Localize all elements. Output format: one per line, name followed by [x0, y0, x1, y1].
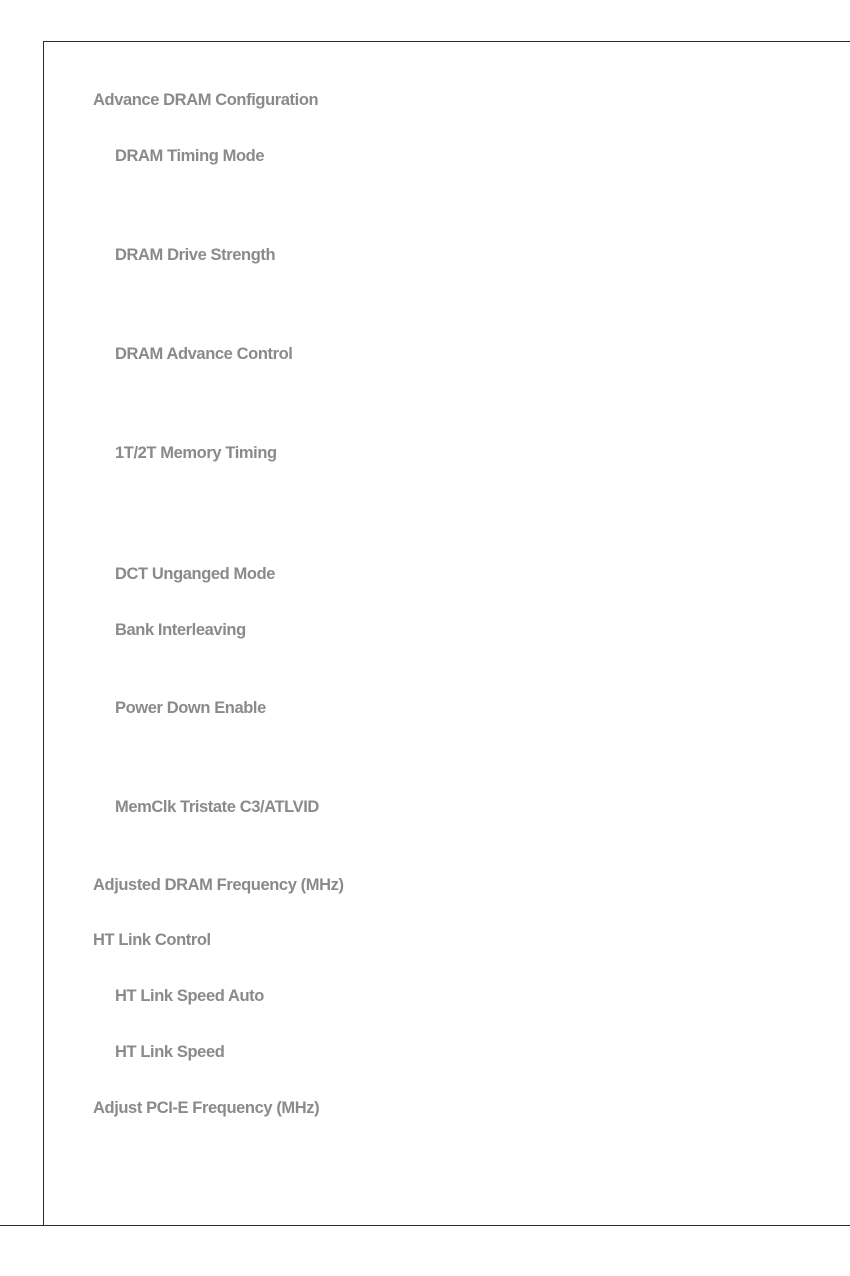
item-ht-link-speed: HT Link Speed	[115, 1043, 225, 1061]
item-dram-drive-strength: DRAM Drive Strength	[115, 246, 276, 264]
heading-adjusted-dram-frequency: Adjusted DRAM Frequency (MHz)	[93, 876, 344, 894]
item-dram-advance-control: DRAM Advance Control	[115, 345, 293, 363]
item-power-down-enable: Power Down Enable	[115, 699, 266, 717]
item-dct-unganged-mode: DCT Unganged Mode	[115, 565, 276, 583]
heading-ht-link-control: HT Link Control	[93, 931, 211, 949]
item-memclk-tristate: MemClk Tristate C3/ATLVID	[115, 798, 319, 816]
item-dram-timing-mode: DRAM Timing Mode	[115, 147, 265, 165]
heading-advance-dram-configuration: Advance DRAM Configuration	[93, 91, 319, 109]
item-ht-link-speed-auto: HT Link Speed Auto	[115, 987, 264, 1005]
page-border-top	[43, 41, 850, 42]
item-1t2t-memory-timing: 1T/2T Memory Timing	[115, 444, 277, 462]
page-border-left	[43, 41, 44, 1226]
heading-adjust-pcie-frequency: Adjust PCI-E Frequency (MHz)	[93, 1099, 320, 1117]
page-border-bottom	[0, 1225, 850, 1226]
item-bank-interleaving: Bank Interleaving	[115, 621, 246, 639]
